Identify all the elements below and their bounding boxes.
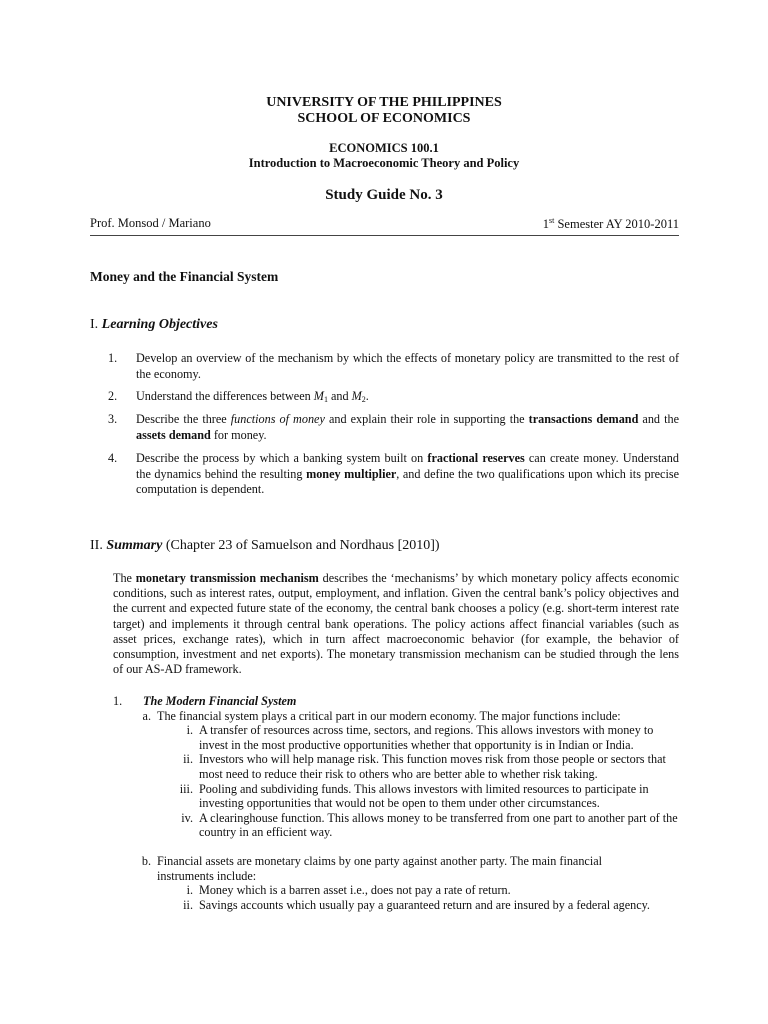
header-divider [90, 235, 679, 236]
school-name: SCHOOL OF ECONOMICS [297, 111, 471, 126]
header-info-row [90, 216, 679, 232]
semester-info [543, 216, 679, 232]
list-item [113, 854, 679, 883]
list-item [151, 723, 679, 752]
list-marker: ii. [183, 897, 193, 912]
list-marker: iii. [179, 781, 193, 796]
key-term: monetary transmission mechanism [135, 571, 319, 585]
semester-number: 1 [542, 217, 549, 231]
course-code: ECONOMICS 100.1 [329, 141, 439, 155]
section-1-numeral: I. [90, 317, 102, 332]
list-marker: i. [186, 883, 193, 898]
section-1-heading [90, 317, 218, 333]
list-text: The financial system plays a critical part in our modern economy. The major functions include: [157, 708, 621, 723]
list-item [151, 883, 679, 898]
list-item [151, 811, 679, 840]
list-text: Financial assets are monetary claims by one party against another party. The main financial instruments include: [157, 853, 603, 883]
objective-text: Understand the differences between $M_1$ and $M_2$. [136, 389, 369, 404]
list-item [113, 694, 679, 709]
objective-item [108, 412, 679, 443]
summary-list [113, 694, 679, 912]
list-text: A transfer of resources across time, sectors, and regions. This allows investors with money to invest in the most productive opportunities whether that opportunity is in Indian or India. [199, 723, 654, 752]
topic-title: Money and the Financial System [90, 269, 279, 284]
list-title: The Modern Financial System [143, 694, 297, 708]
summary-intro-paragraph: The monetary transmission mechanism describes the ‘mechanisms’ by which monetary policy affects economic conditions, such as interest rates, output, employment, and inflation. Given the central bank’s policy objectives and the current and expected future state of the economy, the central bank chooses a policy (e.g. short-term interest rate target) and implements it through central bank operations. The policy actions affect financial variables (such as asset prices, exchange rates), which in turn affect macroeconomic behavior (for example, the behavior of consumption, investment and net exports). The monetary transmission mechanism can be studied through the lens of our AS-AD framework. [113, 571, 679, 677]
list-marker: i. [186, 723, 193, 738]
study-guide-title: Study Guide No. 3 [325, 187, 443, 203]
list-item [151, 898, 679, 913]
university-name: UNIVERSITY OF THE PHILIPPINES [266, 95, 502, 110]
objective-item [108, 451, 679, 498]
section-2-title: Summary [106, 538, 163, 553]
semester-text: Semester AY 2010-2011 [554, 217, 679, 231]
list-marker: b. [141, 853, 151, 868]
list-marker: iv. [181, 810, 193, 825]
list-item [113, 709, 679, 724]
objective-item [108, 389, 679, 408]
professor-names: Prof. Monsod / Mariano [90, 216, 211, 230]
objective-number: 1. [108, 351, 118, 365]
section-2-numeral: II. [90, 538, 107, 553]
objective-number: 3. [108, 412, 118, 426]
list-text: A clearinghouse function. This allows money to be transferred from one part to another part of the country in an efficient way. [199, 810, 678, 840]
list-text: Pooling and subdividing funds. This allows investors with limited resources to participate in investing opportunities that would not be open to them under other circumstances. [199, 781, 649, 811]
list-marker: ii. [183, 752, 193, 767]
objective-text: Describe the process by which a banking system built on fractional reserves can create money. Understand the dynamics behind the resulting money multiplier, and define the two qualifications upon which its precise computation is dependent. [136, 451, 679, 496]
objective-number: 4. [108, 451, 118, 465]
semester-ordinal: st [549, 216, 555, 225]
list-number: 1. [113, 694, 123, 708]
section-2-heading [90, 538, 440, 554]
objective-text: Develop an overview of the mechanism by which the effects of monetary policy are transmitted to the rest of the economy. [136, 351, 679, 381]
list-item [151, 752, 679, 781]
list-item [151, 782, 679, 811]
sublist [113, 723, 679, 840]
objective-item [108, 351, 679, 382]
section-1-title: Learning Objectives [101, 317, 218, 332]
list-text: Savings accounts which usually pay a guaranteed return and are insured by a federal agency. [199, 897, 650, 912]
objective-text: Describe the three functions of money and explain their role in supporting the transactions demand and the assets demand for money. [136, 412, 679, 442]
list-text: Money which is a barren asset i.e., does not pay a rate of return. [199, 883, 511, 898]
list-text: Investors who will help manage risk. This function moves risk from those people or sectors that most need to reduce their risk to others who are better able to whether risk taking. [199, 752, 666, 781]
section-2-subtitle: (Chapter 23 of Samuelson and Nordhaus [2010]) [162, 538, 440, 553]
list-marker: a. [142, 708, 151, 723]
objective-number: 2. [108, 389, 118, 403]
sublist [113, 883, 679, 912]
course-title: Introduction to Macroeconomic Theory and Policy [248, 156, 520, 170]
